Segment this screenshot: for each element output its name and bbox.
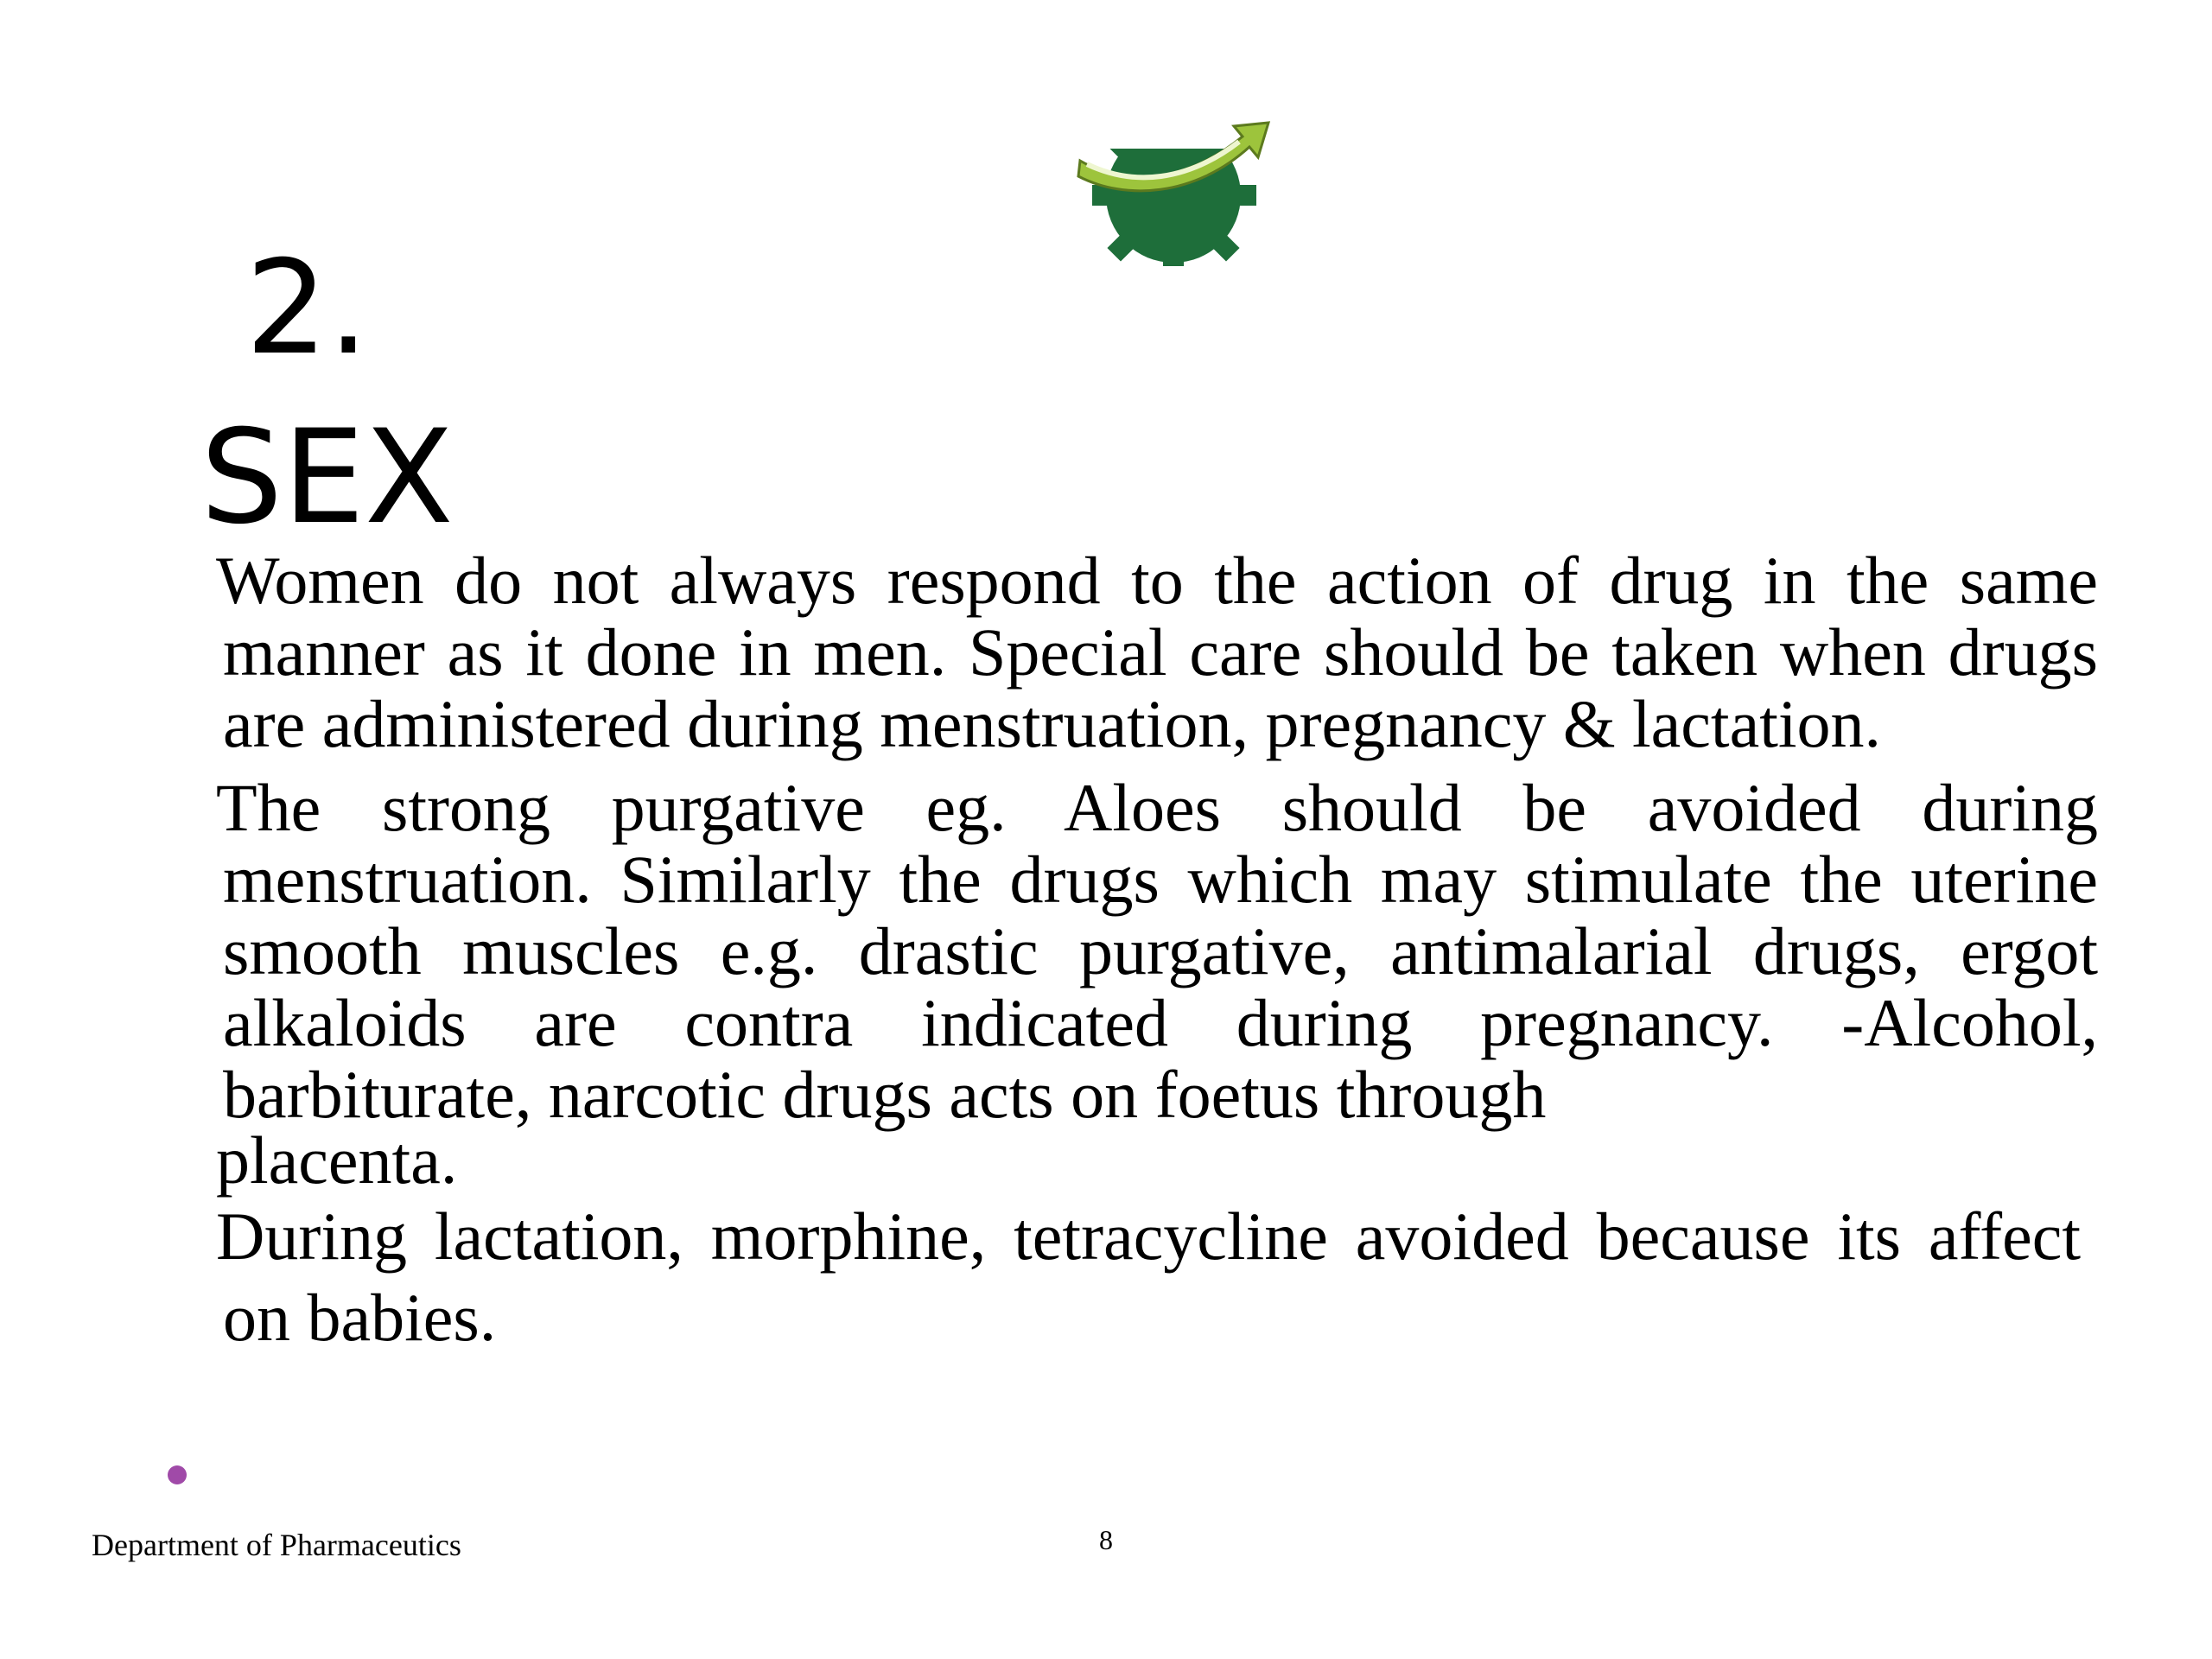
paragraph: During lactation, morphine, tetracycline avoided because its affect on babies.	[216, 1198, 2081, 1355]
slide-body	[214, 544, 2098, 1358]
slide-title-number: 2.	[245, 233, 370, 384]
slide-title: SEX	[200, 403, 454, 553]
footer-department: Department of Pharmaceutics	[92, 1528, 461, 1562]
logo-icon	[1073, 111, 1274, 266]
paragraph: Women do not always respond to the action of drug in the same manner as it done in men. Special care should be taken when drugs are administered during menstruation, pregnancy & lactation.	[216, 543, 2098, 761]
paragraph-tail: placenta.	[216, 1122, 458, 1198]
paragraph-text: The strong purgative eg. Aloes should be avoided during menstruation. Similarly the drugs which may stimulate the uterine smooth muscles e.g. drastic purgative, antimalarial drugs, ergot alkaloids are contra indicated during pregnancy. -Alcohol, barbiturate, narcotic drugs acts on foetus through	[216, 770, 2098, 1132]
page-number: 8	[1099, 1524, 1113, 1555]
paragraph	[214, 770, 2098, 1198]
bullet-dot-icon	[168, 1465, 187, 1484]
